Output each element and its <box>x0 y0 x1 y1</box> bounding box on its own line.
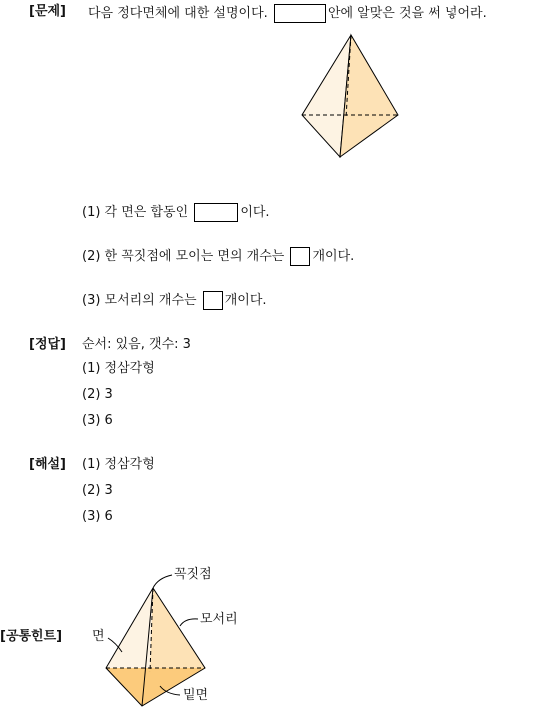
problem-label: [문제] <box>29 4 66 19</box>
explanation-line-1: (1) 정삼각형 <box>82 457 155 472</box>
face-label: 면 <box>92 629 105 644</box>
item-3-text: (3) 모서리의 개수는 <box>82 293 197 308</box>
problem-text-after: 안에 알맞은 것을 써 넣어라. <box>327 6 487 21</box>
explanation-label: [해설] <box>29 457 66 472</box>
problem-text-before: 다음 정다면체에 대한 설명이다. <box>88 6 268 21</box>
answer-label: [정답] <box>29 337 66 352</box>
hint-label: [공통힌트] <box>0 629 63 644</box>
item-1-suffix: 이다. <box>240 205 270 220</box>
answer-line-2: (2) 3 <box>82 387 113 402</box>
answer-line-1: (1) 정삼각형 <box>82 361 155 376</box>
answer-line-3: (3) 6 <box>82 413 113 428</box>
vertex-leader <box>153 575 172 588</box>
explanation-line-3: (3) 6 <box>82 509 113 524</box>
base-label: 밑면 <box>183 688 209 703</box>
item-2-text: (2) 한 꼭짓점에 모이는 면의 개수는 <box>82 249 285 264</box>
edge-leader <box>180 619 198 626</box>
item-1-text: (1) 각 면은 합동인 <box>82 205 189 220</box>
explanation-line-2: (2) 3 <box>82 483 113 498</box>
item-2-suffix: 개이다. <box>312 249 355 264</box>
item-3-suffix: 개이다. <box>224 293 267 308</box>
edge-label: 모서리 <box>200 612 238 627</box>
vertex-label: 꼭짓점 <box>174 567 212 582</box>
answer-header: 순서: 있음, 갯수: 3 <box>82 337 191 352</box>
